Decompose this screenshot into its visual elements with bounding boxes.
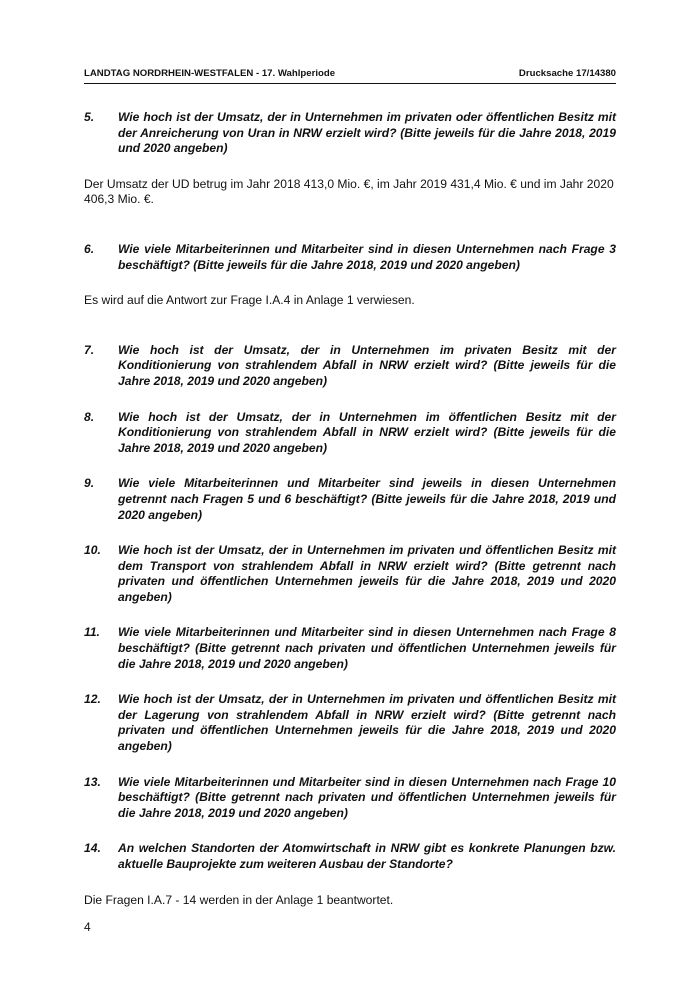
question-7	[84, 343, 616, 390]
answer-6: Es wird auf die Antwort zur Frage I.A.4 in Anlage 1 verwiesen.	[84, 293, 415, 308]
question-text: Wie hoch ist der Umsatz, der in Unternehmen im privaten oder öffentlichen Besitz mit der Anreicherung von Uran in NRW erzielt wird? (Bitte jeweils für die Jahre 2018, 2019 und 2020 angeben)	[118, 110, 616, 156]
question-text: Wie hoch ist der Umsatz, der in Unternehmen im privaten und öffentlichen Besitz mit dem Transport von strahlendem Abfall in NRW erzielt wird? (Bitte getrennt nach privaten und öffentlichen Unternehmen jeweils für die Jahre 2018, 2019 und 2020 angeben)	[118, 543, 616, 604]
question-5	[84, 110, 616, 157]
page-header	[84, 68, 616, 82]
question-text: Wie hoch ist der Umsatz, der in Unternehmen im öffentlichen Besitz mit der Konditionierung von strahlendem Abfall in NRW erzielt wird? (Bitte jeweils für die Jahre 2018, 2019 und 2020 angeben)	[118, 409, 616, 455]
question-12	[84, 692, 616, 754]
header-parliament-title: LANDTAG NORDRHEIN-WESTFALEN - 17. Wahlperiode	[84, 68, 336, 79]
question-number: 7.	[84, 342, 95, 357]
question-9	[84, 476, 616, 523]
page-number: 4	[84, 920, 91, 934]
header-divider	[84, 83, 616, 84]
document-body	[84, 110, 616, 928]
answer-7-14: Die Fragen I.A.7 - 14 werden in der Anlage 1 beantwortet.	[84, 892, 394, 907]
question-number: 9.	[84, 476, 95, 491]
question-text: An welchen Standorten der Atomwirtschaft in NRW gibt es konkrete Planungen bzw. aktuelle Bauprojekte zum weiteren Ausbau der Standorte?	[118, 841, 616, 871]
question-14	[84, 841, 616, 872]
question-11	[84, 625, 616, 672]
question-number: 14.	[84, 841, 101, 856]
question-text: Wie viele Mitarbeiterinnen und Mitarbeiter sind in diesen Unternehmen nach Frage 8 beschäftigt? (Bitte getrennt nach privaten und öffentlichen Unternehmen jeweils für die Jahre 2018, 2019 und 2020 angeben)	[118, 625, 616, 671]
question-text: Wie viele Mitarbeiterinnen und Mitarbeiter sind in diesen Unternehmen nach Frage 3 beschäftigt? (Bitte jeweils für die Jahre 2018, 2019 und 2020 angeben)	[118, 241, 616, 272]
question-8	[84, 410, 616, 457]
question-number: 5.	[84, 110, 95, 124]
question-text: Wie viele Mitarbeiterinnen und Mitarbeiter sind jeweils in diesen Unternehmen getrennt nach Fragen 5 und 6 beschäftigt? (Bitte jeweils für die Jahre 2018, 2019 und 2020 angeben)	[118, 476, 616, 522]
question-number: 11.	[84, 625, 100, 640]
answer-5: Der Umsatz der UD betrug im Jahr 2018 413,0 Mio. €, im Jahr 2019 431,4 Mio. € und im Jahr 2020 406,3 Mio. €.	[84, 176, 614, 207]
question-number: 13.	[84, 774, 101, 789]
question-text: Wie hoch ist der Umsatz, der in Unternehmen im privaten und öffentlichen Besitz mit der Lagerung von strahlendem Abfall in NRW erzielt wird? (Bitte getrennt nach privaten und öffentlichen Unternehmen jeweils für die Jahre 2018, 2019 und 2020 angeben)	[118, 692, 616, 754]
question-number: 12.	[84, 692, 101, 707]
question-text: Wie viele Mitarbeiterinnen und Mitarbeiter sind in diesen Unternehmen nach Frage 10 beschäftigt? (Bitte getrennt nach privaten und öffentlichen Unternehmen jeweils für die Jahre 2018, 2019 und 2020 angeben)	[118, 774, 616, 820]
question-text: Wie hoch ist der Umsatz, der in Unternehmen im privaten Besitz mit der Konditionierung von strahlendem Abfall in NRW erzielt wird? (Bitte jeweils für die Jahre 2018, 2019 und 2020 angeben)	[118, 342, 616, 388]
question-13	[84, 775, 616, 822]
header-document-number: Drucksache 17/14380	[518, 68, 616, 79]
question-6	[84, 242, 616, 273]
question-number: 8.	[84, 409, 95, 424]
question-number: 10.	[84, 543, 101, 558]
question-10	[84, 543, 616, 605]
question-number: 6.	[84, 241, 95, 256]
